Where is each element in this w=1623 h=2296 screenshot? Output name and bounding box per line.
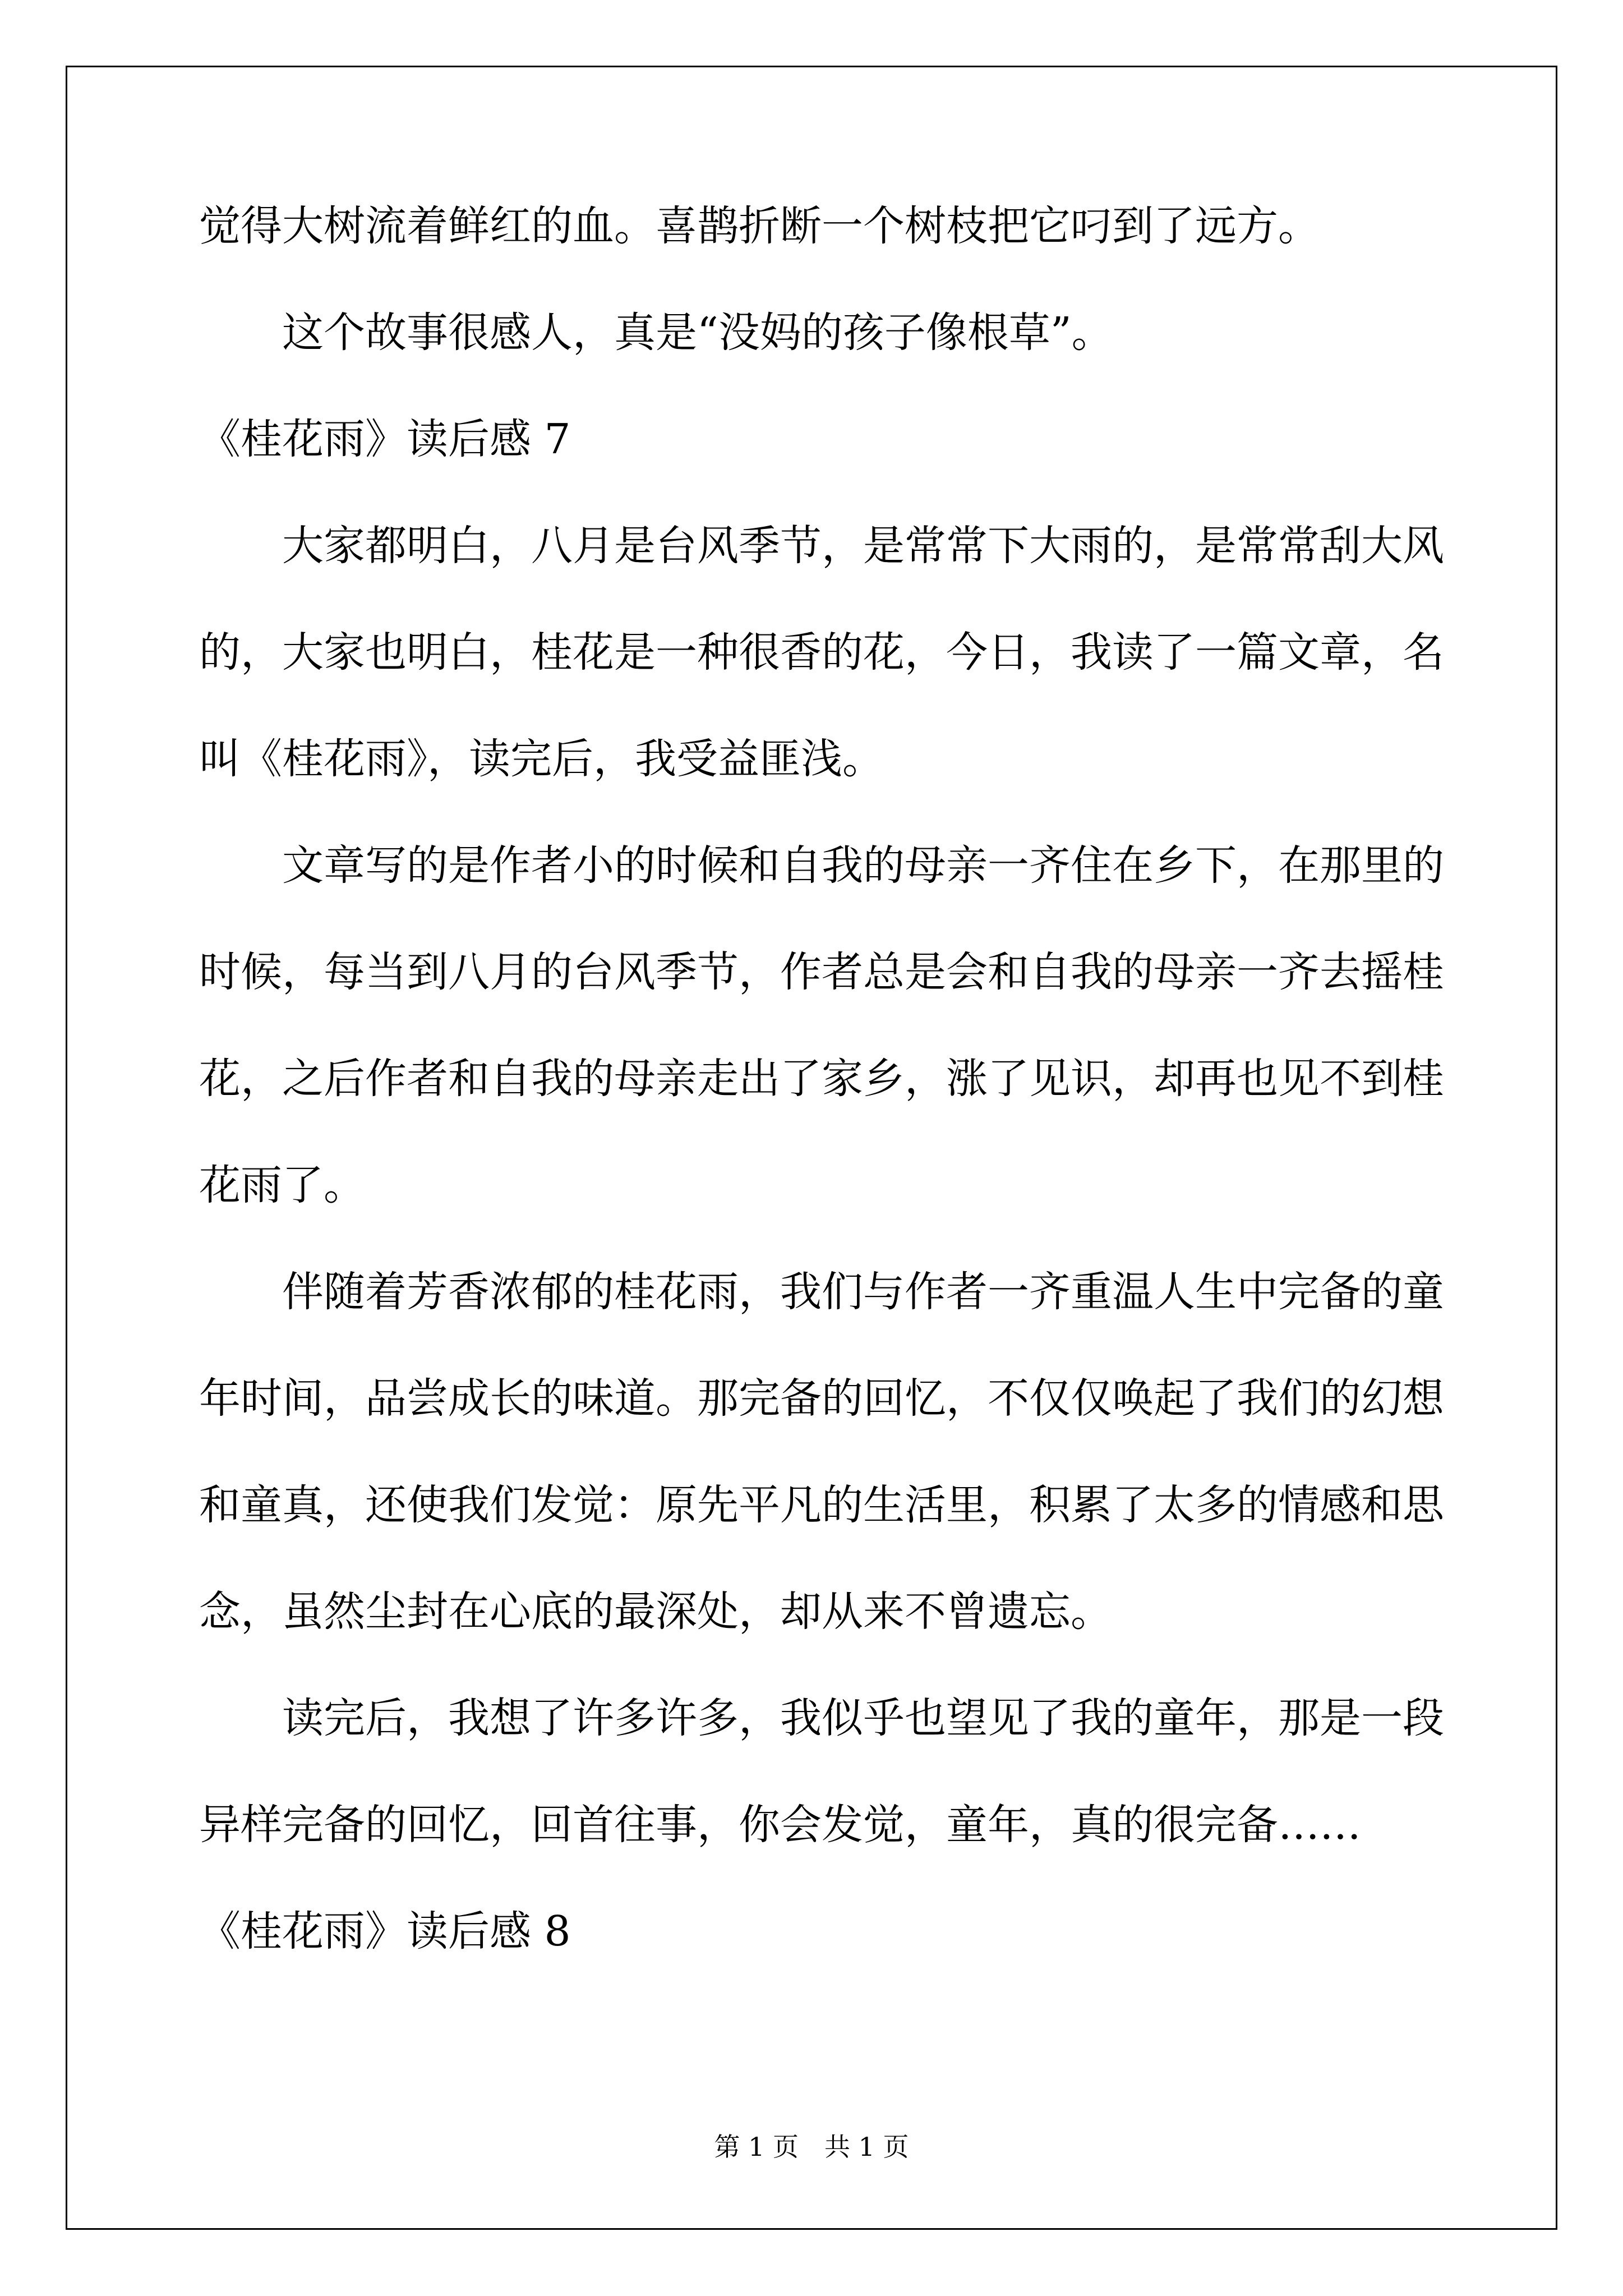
body-line: 这个故事很感人，真是“没妈的孩子像根草”。	[282, 309, 1113, 357]
body-line: 年时间，品尝成长的味道。那完备的回忆，不仅仅唤起了我们的幻想	[199, 1374, 1444, 1423]
body-line: 叫《桂花雨》，读完后，我受益匪浅。	[199, 735, 884, 783]
section-heading: 《桂花雨》读后感 7	[199, 415, 571, 463]
page-footer: 第 1 页 共 1 页	[714, 2132, 909, 2162]
body-line: 伴随着芳香浓郁的桂花雨，我们与作者一齐重温人生中完备的童	[282, 1268, 1444, 1316]
body-line: 读完后，我想了许多许多，我似乎也望见了我的童年，那是一段	[282, 1694, 1444, 1742]
body-line: 花，之后作者和自我的母亲走出了家乡，涨了见识，却再也见不到桂	[199, 1055, 1444, 1103]
body-line: 花雨了。	[199, 1161, 365, 1209]
body-line: 大家都明白，八月是台风季节，是常常下大雨的，是常常刮大风	[282, 522, 1444, 570]
section-heading: 《桂花雨》读后感 8	[199, 1907, 571, 1955]
body-line: 和童真，还使我们发觉：原先平凡的生活里，积累了太多的情感和思	[199, 1481, 1444, 1529]
body-line: 念，虽然尘封在心底的最深处，却从来不曾遗忘。	[199, 1588, 1112, 1636]
body-line: 觉得大树流着鲜红的血。喜鹊折断一个树枝把它叼到了远方。	[199, 202, 1320, 250]
body-line: 的，大家也明白，桂花是一种很香的花，今日，我读了一篇文章，名	[199, 628, 1444, 677]
body-line: 文章写的是作者小的时候和自我的母亲一齐住在乡下，在那里的	[282, 841, 1444, 890]
body-line: 异样完备的回忆，回首往事，你会发觉，童年，真的很完备……	[199, 1801, 1361, 1849]
body-line: 时候，每当到八月的台风季节，作者总是会和自我的母亲一齐去摇桂	[199, 948, 1444, 996]
